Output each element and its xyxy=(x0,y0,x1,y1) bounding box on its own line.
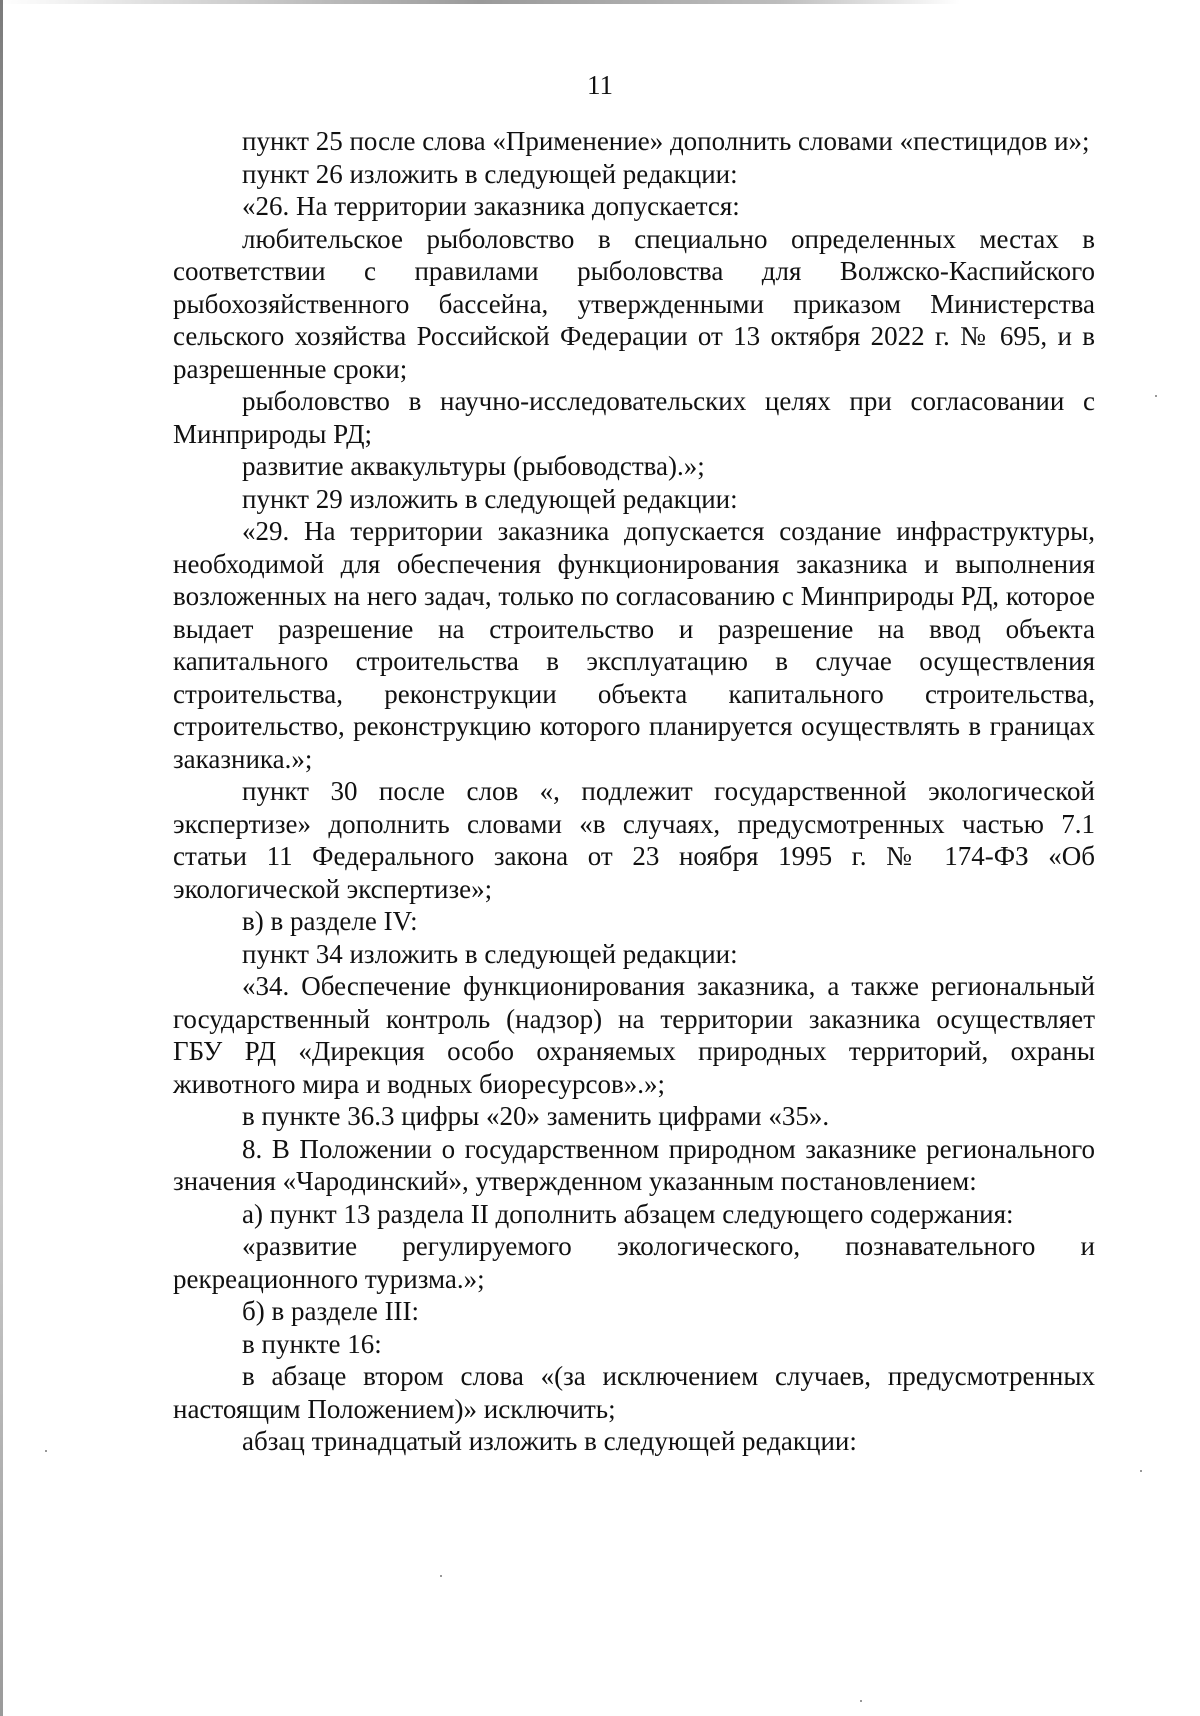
paragraph: 8. В Положении о государственном природном заказнике регионального значения «Чародинский», утвержденном указанным постановлением: xyxy=(173,1133,1095,1196)
paragraph: пункт 34 изложить в следующей редакции: xyxy=(242,938,738,969)
paragraph: «развитие регулируемого экологического, познавательного и рекреационного туризма.»; xyxy=(173,1231,1095,1294)
scan-left-edge xyxy=(0,0,3,1716)
page-number: 11 xyxy=(587,70,613,100)
paragraph: в пункте 36.3 цифры «20» заменить цифрами «35». xyxy=(242,1101,830,1131)
paragraph: б) в разделе III: xyxy=(242,1296,420,1326)
paragraph: «34. Обеспечение функционирования заказника, а также региональный государственный контроль (надзор) на территории заказника осуществляет ГБУ РД «Дирекция особо охраняемых природных территорий, охраны животного мира и водных биоресурсов».»; xyxy=(173,971,1095,1099)
paragraph: пункт 30 после слов «, подлежит государственной экологической экспертизе» дополнить словами «в случаях, предусмотренных частью 7.1 статьи 11 Федерального закона от 23 ноября 1995 г. № 174-ФЗ «Об экологической экспертизе»; xyxy=(173,776,1095,904)
scan-speck xyxy=(1155,395,1157,397)
paragraph: а) пункт 13 раздела II дополнить абзацем следующего содержания: xyxy=(242,1198,1014,1229)
paragraph: пункт 25 после слова «Применение» дополнить словами «пестицидов и»; xyxy=(242,126,1090,156)
document-body xyxy=(173,125,1095,1458)
scan-top-edge xyxy=(0,0,1200,4)
scan-speck xyxy=(440,1575,442,1577)
paragraph: «29. На территории заказника допускается создание инфраструктуры, необходимой для обеспечения функционирования заказника и выполнения возложенных на него задач, только по согласованию с Минприроды РД, которое выдает разрешение на строительство и разрешение на ввод объекта капитального строительства в эксплуатацию в случае осуществления строительства, реконструкции объекта капитального строительства, строительство, реконструкцию которого планируется осуществлять в границах заказника.»; xyxy=(173,516,1095,774)
paragraph: в пункте 16: xyxy=(242,1328,382,1359)
paragraph: пункт 29 изложить в следующей редакции: xyxy=(242,483,738,514)
paragraph: абзац тринадцатый изложить в следующей редакции: xyxy=(242,1426,857,1456)
paragraph: рыболовство в научно-исследовательских целях при согласовании с Минприроды РД; xyxy=(173,386,1095,449)
paragraph: «26. На территории заказника допускается: xyxy=(242,191,740,221)
paragraph: в) в разделе IV: xyxy=(242,906,418,936)
paragraph: любительское рыболовство в специально определенных местах в соответствии с правилами рыболовства для Волжско-Каспийского рыбохозяйственного бассейна, утвержденными приказом Министерства сельского хозяйства Российской Федерации от 13 октября 2022 г. № 695, и в разрешенные сроки; xyxy=(173,223,1095,384)
scan-speck xyxy=(860,1700,862,1702)
paragraph: в абзаце втором слова «(за исключением случаев, предусмотренных настоящим Положением)» исключить; xyxy=(173,1361,1095,1424)
scan-speck xyxy=(45,1450,47,1452)
scan-speck xyxy=(1140,1470,1142,1472)
paragraph: пункт 26 изложить в следующей редакции: xyxy=(242,158,738,189)
paragraph: развитие аквакультуры (рыбоводства).»; xyxy=(242,451,705,481)
